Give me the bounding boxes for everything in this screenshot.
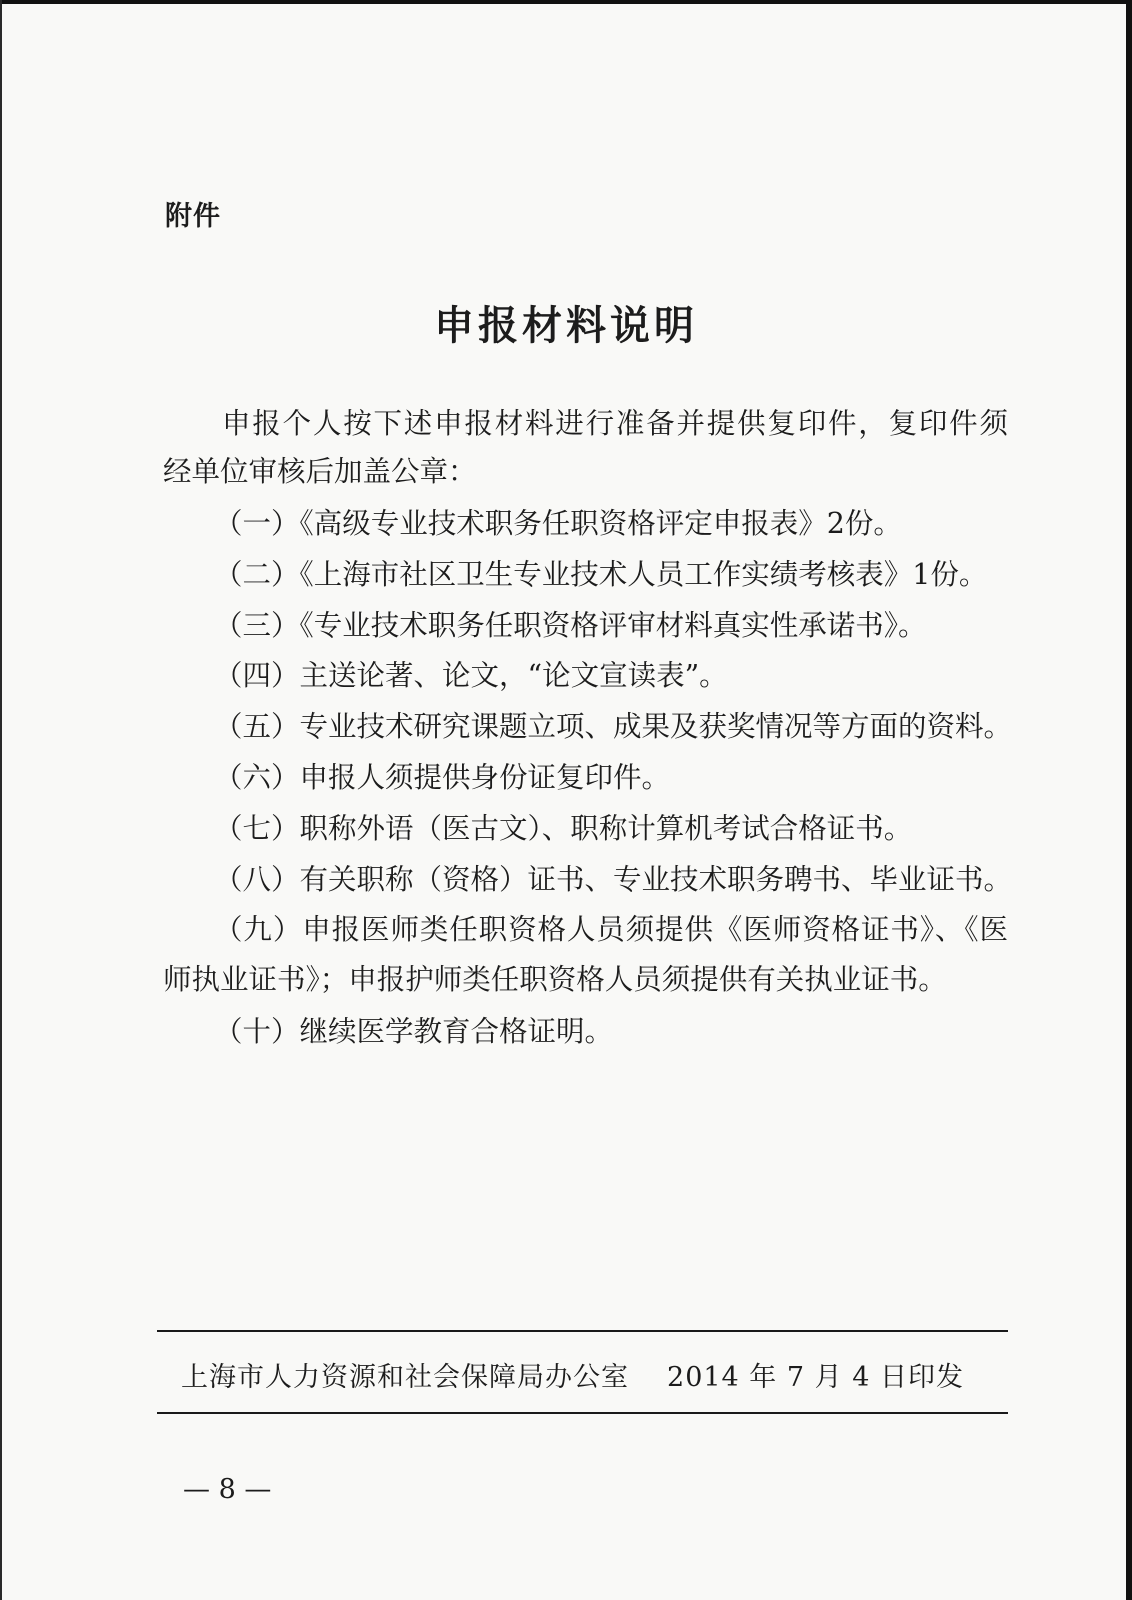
page-number: — 8 — bbox=[183, 1474, 272, 1505]
attachment-label: 附件 bbox=[165, 201, 221, 232]
document-title: 申报材料说明 bbox=[434, 303, 698, 349]
list-item-9-line-1: （九）申报医师类任职资格人员须提供《医师资格证书》、《医 bbox=[214, 913, 1008, 946]
list-item-10: （十）继续医学教育合格证明。 bbox=[214, 1015, 614, 1048]
footer-issuer: 上海市人力资源和社会保障局办公室 bbox=[181, 1362, 629, 1393]
list-item-3: （三）《专业技术职务任职资格评审材料真实性承诺书》。 bbox=[214, 609, 927, 642]
footer-rule-top bbox=[157, 1330, 1008, 1332]
intro-line-2: 经单位审核后加盖公章： bbox=[163, 455, 477, 488]
list-item-5: （五）专业技术研究课题立项、成果及获奖情况等方面的资料。 bbox=[214, 710, 1013, 743]
list-item-1: （一）《高级专业技术职务任职资格评定申报表》2份。 bbox=[214, 507, 902, 540]
list-item-6: （六）申报人须提供身份证复印件。 bbox=[214, 761, 671, 794]
list-item-7: （七）职称外语（医古文）、职称计算机考试合格证书。 bbox=[214, 812, 913, 845]
scan-edge-top bbox=[0, 0, 1132, 4]
intro-line-1: 申报个人按下述申报材料进行准备并提供复印件，复印件须 bbox=[222, 407, 1008, 440]
list-item-9-line-2: 师执业证书》；申报护师类任职资格人员须提供有关执业证书。 bbox=[163, 963, 947, 996]
list-item-4: （四）主送论著、论文，“论文宣读表”。 bbox=[214, 659, 728, 692]
list-item-2: （二）《上海市社区卫生专业技术人员工作实绩考核表》1份。 bbox=[214, 558, 988, 591]
footer-date: 2014 年 7 月 4 日印发 bbox=[667, 1362, 964, 1393]
scan-edge-left bbox=[0, 0, 2, 1600]
list-item-8: （八）有关职称（资格）证书、专业技术职务聘书、毕业证书。 bbox=[214, 863, 1013, 896]
scan-edge-right bbox=[1126, 0, 1132, 1600]
footer-rule-bottom bbox=[157, 1412, 1008, 1414]
